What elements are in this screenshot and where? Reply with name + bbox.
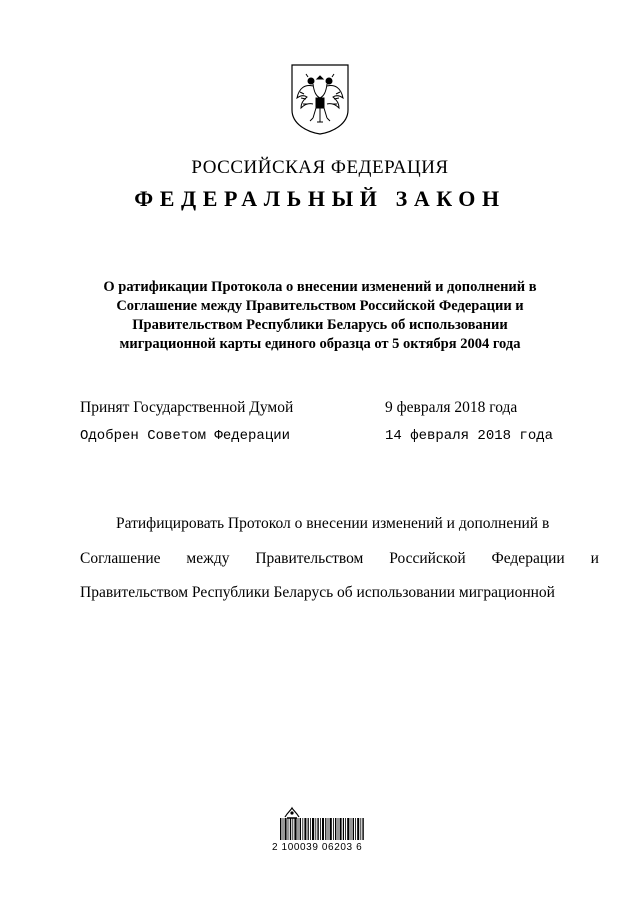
law-title bbox=[80, 278, 560, 354]
approval-date: 14 февраля 2018 года bbox=[385, 428, 554, 444]
law-title-line: О ратификации Протокола о внесении изменений и дополнений в bbox=[103, 279, 537, 295]
body-line: Ратифицировать Протокол о внесении изменений и дополнений в bbox=[116, 515, 550, 532]
approval-label: Одобрен Советом Федерации bbox=[80, 428, 291, 444]
body-line bbox=[80, 542, 599, 577]
law-type-heading: ФЕДЕРАЛЬНЫЙ ЗАКОН bbox=[134, 186, 506, 211]
country-heading: РОССИЙСКАЯ ФЕДЕРАЦИЯ bbox=[191, 157, 449, 178]
adoption-label: Принят Государственной Думой bbox=[80, 399, 294, 416]
body-line-words: Соглашение между Правительством Российской Федерации и bbox=[80, 549, 599, 567]
coat-of-arms-icon bbox=[289, 62, 351, 136]
body-line: Правительством Республики Беларусь об использовании миграционной bbox=[80, 584, 555, 601]
law-body bbox=[80, 507, 599, 611]
law-title-line: Правительством Республики Беларусь об использовании bbox=[132, 317, 508, 333]
law-title-line: миграционной карты единого образца от 5 октября 2004 года bbox=[119, 336, 521, 352]
barcode-icon bbox=[280, 818, 364, 840]
adoption-date: 9 февраля 2018 года bbox=[385, 399, 518, 416]
barcode-number: 2 100039 06203 6 bbox=[272, 842, 363, 853]
law-title-line: Соглашение между Правительством Российской Федерации и bbox=[116, 298, 524, 314]
